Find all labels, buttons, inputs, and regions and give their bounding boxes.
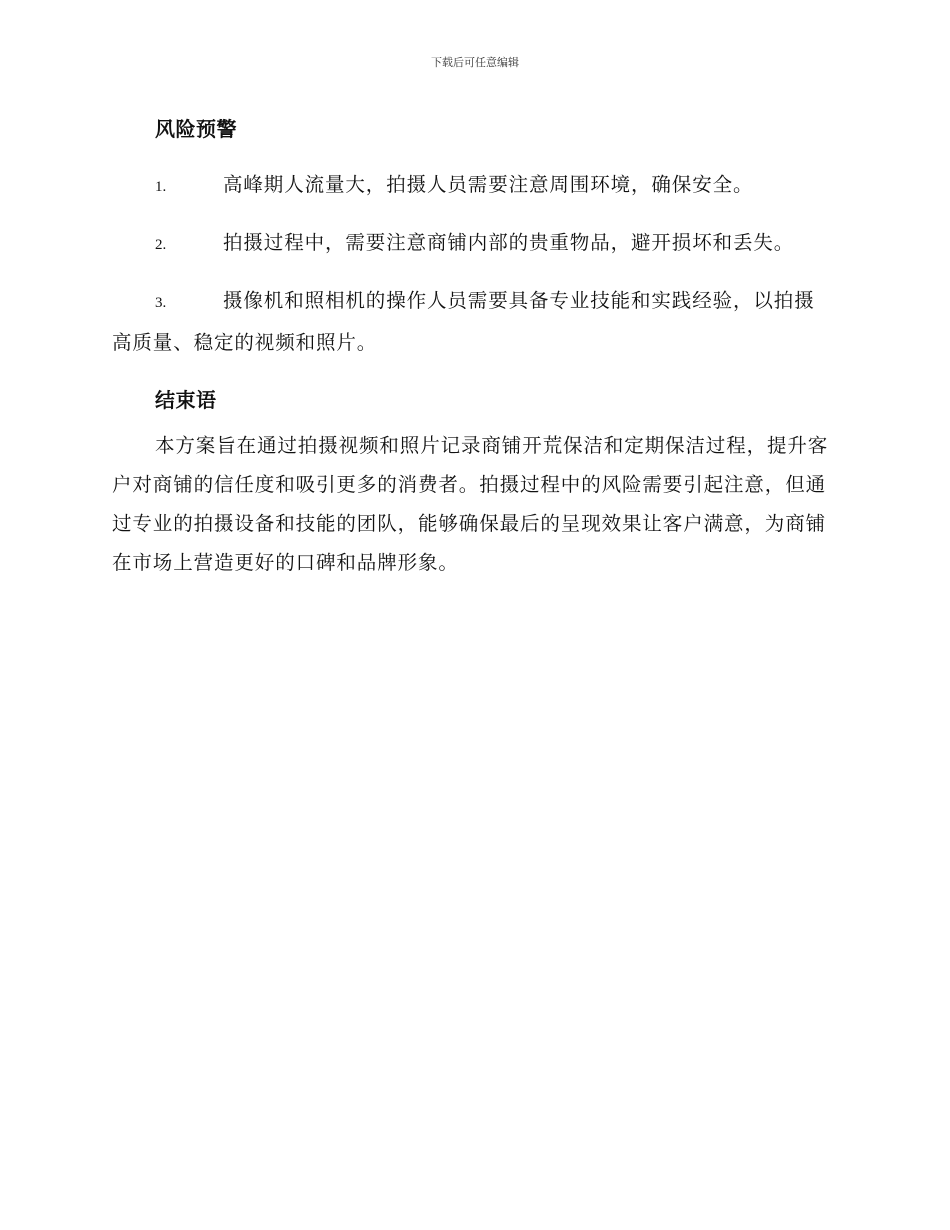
list-item [112,165,834,207]
list-number: 2. [155,237,167,253]
list-number: 3. [155,295,167,311]
list-item-text: 摄像机和照相机的操作人员需要具备专业技能和实践经验，以拍摄高质量、稳定的视频和照片。 [112,289,815,354]
section-heading-risk: 风险预警 [155,117,237,141]
conclusion-paragraph: 本方案旨在通过拍摄视频和照片记录商铺开荒保洁和定期保洁过程，提升客户对商铺的信任度和吸引更多的消费者。拍摄过程中的风险需要引起注意，但通过专业的拍摄设备和技能的团队，能够确保最后的呈现效果让客户满意，为商铺在市场上营造更好的口碑和品牌形象。 [112,434,829,574]
section-heading-conclusion: 结束语 [155,388,217,412]
document-body [112,110,834,582]
list-item [112,223,834,265]
list-item [112,281,834,362]
page-header-note: 下载后可任意编辑 [431,56,519,69]
list-item-text: 高峰期人流量大，拍摄人员需要注意周围环境，确保安全。 [223,173,754,196]
list-number: 1. [155,179,167,195]
list-item-text: 拍摄过程中，需要注意商铺内部的贵重物品，避开损坏和丢失。 [223,231,795,254]
